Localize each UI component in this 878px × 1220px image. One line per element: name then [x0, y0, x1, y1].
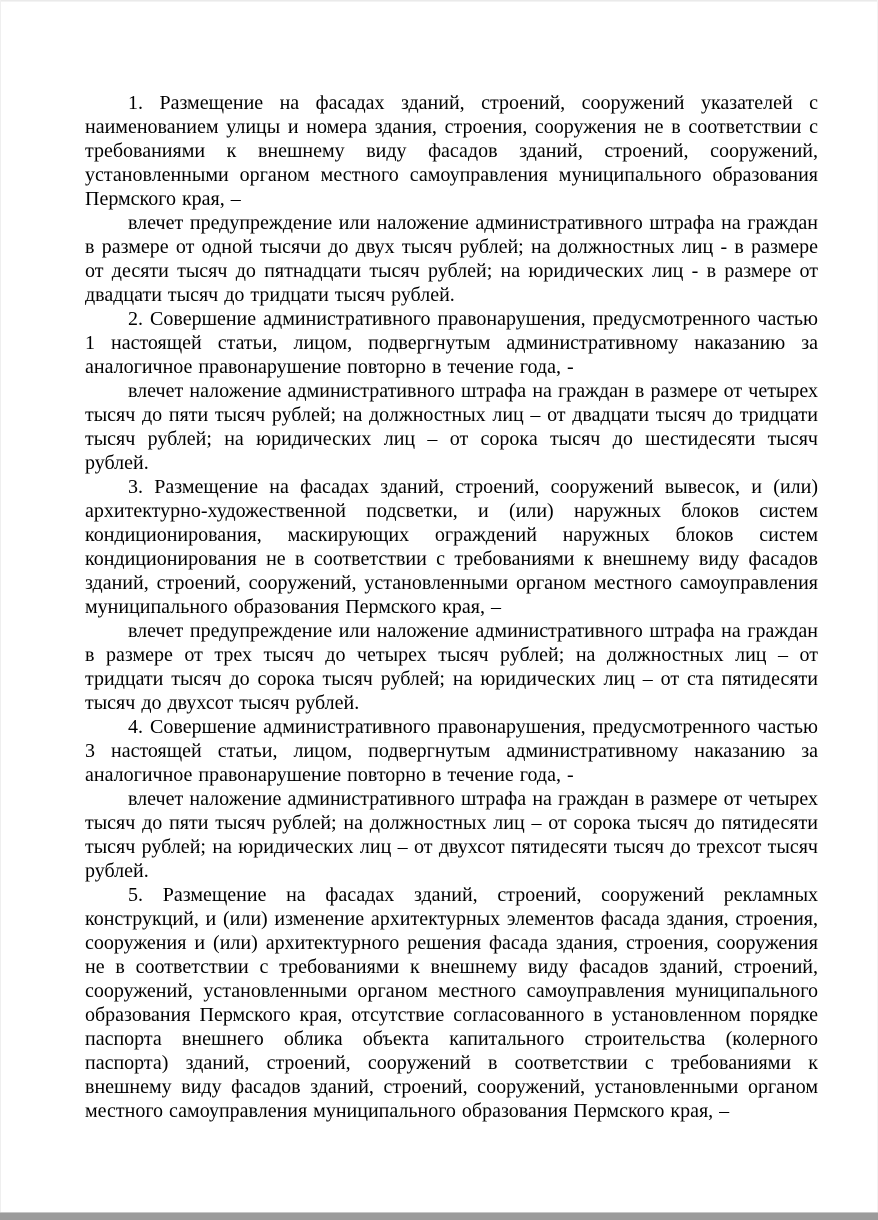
paragraph-sanction-2: влечет наложение административного штрафа на граждан в размере от четырех тысяч до пяти тысяч рублей; на должностных лиц – от двадцати тысяч до тридцати тысяч рублей; на юридических лиц – от сорока тысяч до шестидесяти тысяч рублей.	[85, 380, 818, 474]
paragraph-clause-4: 4. Совершение административного правонарушения, предусмотренного частью 3 настоящей статьи, лицом, подвергнутым административному наказанию за аналогичное правонарушение повторно в течение года, -	[85, 716, 818, 786]
paragraph-sanction-1: влечет предупреждение или наложение административного штрафа на граждан в размере от одной тысячи до двух тысяч рублей; на должностных лиц - в размере от десяти тысяч до пятнадцати тысяч рублей; на юридических лиц - в размере от двадцати тысяч до тридцати тысяч рублей.	[85, 212, 818, 306]
document-text-block	[85, 91, 818, 1123]
paragraph-sanction-3: влечет предупреждение или наложение административного штрафа на граждан в размере от трех тысяч до четырех тысяч рублей; на должностных лиц – от тридцати тысяч до сорока тысяч рублей; на юридических лиц – от ста пятидесяти тысяч до двухсот тысяч рублей.	[85, 620, 818, 714]
paragraph-clause-1: 1. Размещение на фасадах зданий, строений, сооружений указателей с наименованием улицы и номера здания, строения, сооружения не в соответствии с требованиями к внешнему виду фасадов зданий, строений, сооружений, установленными органом местного самоуправления муниципального образования Пермского края, –	[85, 92, 818, 210]
paragraph-clause-2: 2. Совершение административного правонарушения, предусмотренного частью 1 настоящей статьи, лицом, подвергнутым административному наказанию за аналогичное правонарушение повторно в течение года, -	[85, 308, 818, 378]
page-top-edge	[0, 0, 878, 2]
page-left-edge	[0, 0, 1, 1220]
paragraph-clause-3: 3. Размещение на фасадах зданий, строений, сооружений вывесок, и (или) архитектурно-художественной подсветки, и (или) наружных блоков систем кондиционирования, маскирующих ограждений наружных блоков систем кондиционирования не в соответствии с требованиями к внешнему виду фасадов зданий, строений, сооружений, установленными органом местного самоуправления муниципального образования Пермского края, –	[85, 476, 818, 618]
page-bottom-edge	[0, 1212, 878, 1220]
paragraph-clause-5: 5. Размещение на фасадах зданий, строений, сооружений рекламных конструкций, и (или) изменение архитектурных элементов фасада здания, строения, сооружения и (или) архитектурного решения фасада здания, строения, сооружения не в соответствии с требованиями к внешнему виду фасадов зданий, строений, сооружений, установленными органом местного самоуправления муниципального образования Пермского края, отсутствие согласованного в установленном порядке паспорта внешнего облика объекта капитального строительства (колерного паспорта) зданий, строений, сооружений в соответствии с требованиями к внешнему виду фасадов зданий, строений, сооружений, установленными органом местного самоуправления муниципального образования Пермского края, –	[85, 884, 818, 1122]
paragraph-sanction-4: влечет наложение административного штрафа на граждан в размере от четырех тысяч до пяти тысяч рублей; на должностных лиц – от сорока тысяч до пятидесяти тысяч рублей; на юридических лиц – от двухсот пятидесяти тысяч до трехсот тысяч рублей.	[85, 788, 818, 882]
